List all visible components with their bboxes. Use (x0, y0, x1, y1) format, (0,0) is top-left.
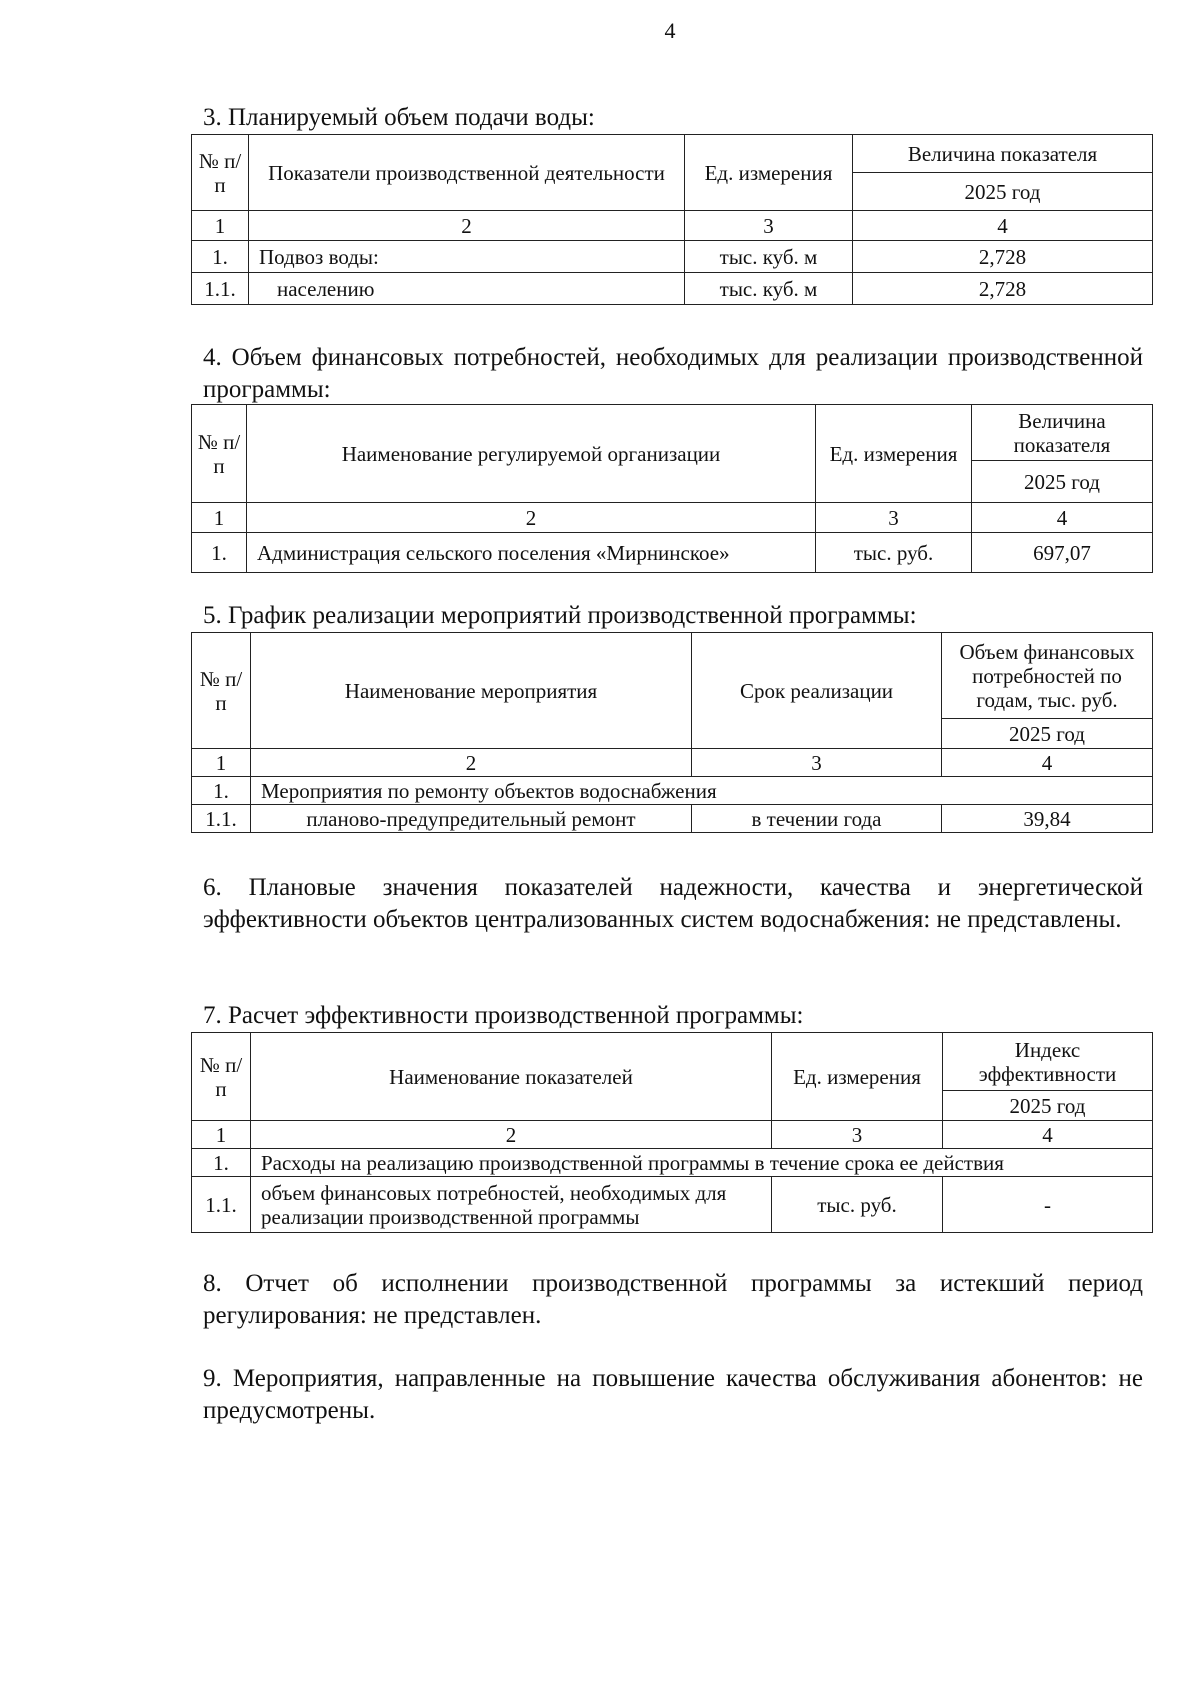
col-number: 4 (943, 1121, 1153, 1149)
col-number: 1 (192, 503, 247, 533)
row-unit: тыс. куб. м (685, 273, 853, 305)
section9-text: 9. Мероприятия, направленные на повышение качества обслуживания абонентов: не предусмотрены. (203, 1365, 1143, 1424)
header-num: № п/п (192, 633, 251, 749)
col-number: 2 (249, 211, 685, 241)
row-name: Администрация сельского поселения «Мирнинское» (247, 533, 816, 573)
section8-text: 8. Отчет об исполнении производственной программы за истекший период регулирования: не представлен. (203, 1270, 1143, 1329)
row-value: - (943, 1177, 1153, 1233)
header-value: Индекс эффективности (943, 1033, 1153, 1091)
col-number: 4 (942, 749, 1153, 777)
header-num: № п/п (192, 135, 249, 211)
col-number: 4 (853, 211, 1153, 241)
row-num: 1. (192, 241, 249, 273)
table-row (192, 273, 1153, 305)
row-name: объем финансовых потребностей, необходимых для реализации производственной программы (251, 1177, 772, 1233)
row-unit: тыс. руб. (772, 1177, 943, 1233)
col-number: 1 (192, 211, 249, 241)
row-value: 2,728 (853, 241, 1153, 273)
col-number: 2 (251, 749, 692, 777)
row-num: 1.1. (192, 273, 249, 305)
row-name: Расходы на реализацию производственной программы в течение срока ее действия (251, 1149, 1153, 1177)
row-value: 697,07 (972, 533, 1153, 573)
col-number: 2 (247, 503, 816, 533)
financial-needs-table (191, 404, 1153, 573)
row-num: 1. (192, 533, 247, 573)
table-row (192, 241, 1153, 273)
section6-text: 6. Плановые значения показателей надежности, качества и энергетической эффективности объектов централизованных систем водоснабжения: не представлены. (203, 874, 1143, 933)
water-supply-table (191, 134, 1153, 305)
section7-title: 7. Расчет эффективности производственной программы: (203, 1002, 804, 1029)
header-value: Величина показателя (853, 135, 1153, 173)
header-name: Наименование мероприятия (251, 633, 692, 749)
section4-title: 4. Объем финансовых потребностей, необходимых для реализации производственной программы: (203, 344, 1143, 403)
table-group-row (192, 777, 1153, 805)
header-num: № п/п (192, 405, 247, 503)
row-value: 2,728 (853, 273, 1153, 305)
row-num: 1. (192, 777, 251, 805)
table-row (192, 805, 1153, 833)
header-year: 2025 год (853, 173, 1153, 211)
header-num: № п/п (192, 1033, 251, 1121)
header-value: Объем финансовых потребностей по годам, тыс. руб. (942, 633, 1153, 719)
section3-title: 3. Планируемый объем подачи воды: (203, 104, 595, 131)
col-number: 2 (251, 1121, 772, 1149)
row-name: планово-предупредительный ремонт (251, 805, 692, 833)
row-num: 1.1. (192, 1177, 251, 1233)
header-year: 2025 год (942, 719, 1153, 749)
col-number: 4 (972, 503, 1153, 533)
row-value: 39,84 (942, 805, 1153, 833)
col-number: 3 (692, 749, 942, 777)
page-number: 4 (664, 18, 676, 43)
col-number: 1 (192, 749, 251, 777)
table-group-row (192, 1149, 1153, 1177)
row-name: населению (249, 273, 685, 305)
row-num: 1.1. (192, 805, 251, 833)
col-number: 3 (772, 1121, 943, 1149)
header-unit: Ед. измерения (816, 405, 972, 503)
header-name: Показатели производственной деятельности (249, 135, 685, 211)
col-number: 1 (192, 1121, 251, 1149)
efficiency-table (191, 1032, 1153, 1233)
table-row (192, 533, 1153, 573)
schedule-table (191, 632, 1153, 833)
row-unit: тыс. куб. м (685, 241, 853, 273)
row-name: Мероприятия по ремонту объектов водоснабжения (251, 777, 1153, 805)
table-row (192, 1177, 1153, 1233)
header-term: Срок реализации (692, 633, 942, 749)
header-name: Наименование показателей (251, 1033, 772, 1121)
row-term: в течении года (692, 805, 942, 833)
header-year: 2025 год (943, 1091, 1153, 1121)
section5-title: 5. График реализации мероприятий производственной программы: (203, 602, 917, 629)
row-name: Подвоз воды: (249, 241, 685, 273)
header-value: Величина показателя (972, 405, 1153, 461)
header-unit: Ед. измерения (685, 135, 853, 211)
header-year: 2025 год (972, 461, 1153, 503)
col-number: 3 (816, 503, 972, 533)
row-num: 1. (192, 1149, 251, 1177)
header-name: Наименование регулируемой организации (247, 405, 816, 503)
header-unit: Ед. измерения (772, 1033, 943, 1121)
col-number: 3 (685, 211, 853, 241)
row-unit: тыс. руб. (816, 533, 972, 573)
